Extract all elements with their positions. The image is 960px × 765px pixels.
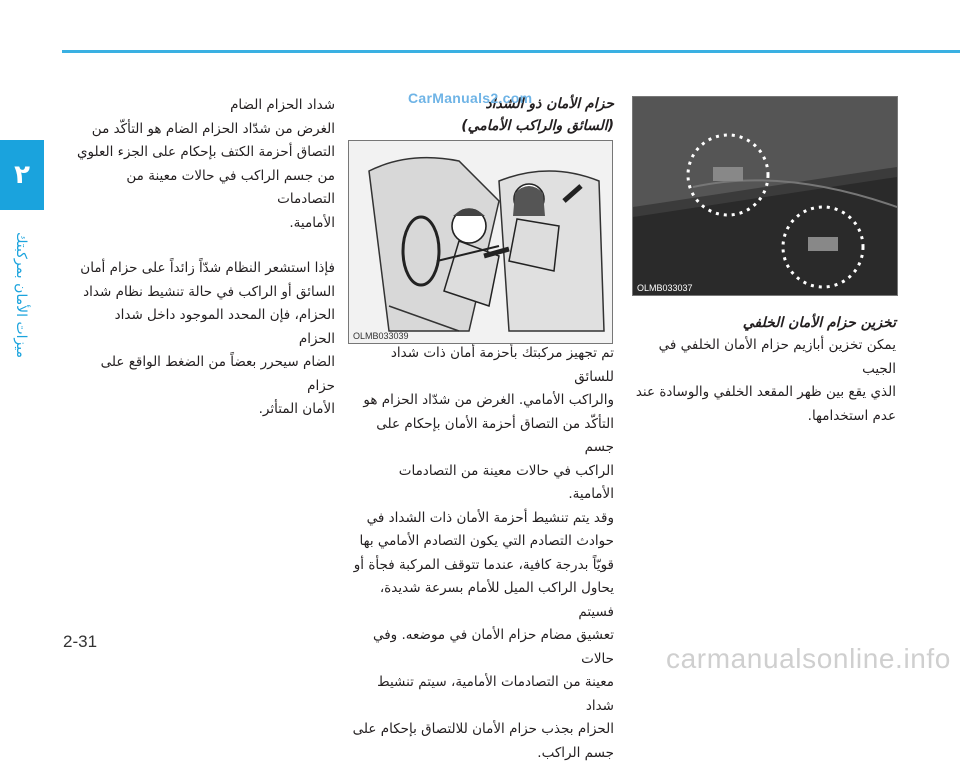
pretensioner-body: تم تجهيز مركبتك بأحزمة أمان ذات شداد للسائق والراكب الأمامي. الغرض من شدّاد الحزام هو التأكّد من التصاق أحزمة الأمان بإحكام على جسم الراكب في حالات معينة من التصادمات الأمامية. وقد يتم تنشيط أحزمة الأمان ذات الشداد في حوادث التصادم التي يكون التصادم الأمامي بها قويّاً بدرجة كافية، عندما تتوقف المركبة فجأة أو يحاول الراكب الميل للأمام بسرعة شديدة، فسيتم تعشيق مضام حزام الأمان في موضعه. وفي حالات معينة من التصادمات الأمامية، سيتم تنشيط شداد الحزام بجذب حزام الأمان للالتصاق بإحكام على جسم الراكب. <box>352 345 614 761</box>
header-rule <box>62 50 960 53</box>
belt-load-limiter-paragraph: شداد الحزام الضام الغرض من شدّاد الحزام الضام هو التأكّد من التصاق أحزمة الكتف بإحكام على الجزء العلوي من جسم الراكب في حالات معينة من التصادمات الأمامية. <box>76 97 335 231</box>
page-number: 2-31 <box>63 632 98 651</box>
heading-line-1: حزام الأمان ذو الشداد <box>485 96 614 112</box>
figure-code: OLMB033037 <box>637 283 693 293</box>
pretensioner-illustration <box>348 140 613 344</box>
rear-belt-storage-body: يمكن تخزين أبازيم حزام الأمان الخلفي في الجيب الذي يقع بين ظهر المقعد الخلفي والوسادة عند عدم استخدامها. <box>635 337 896 424</box>
rear-seat-buckle-drawing <box>633 97 897 295</box>
chapter-number: ٢ <box>14 160 30 190</box>
carmanuals-watermark: CarManuals2.com <box>408 90 533 106</box>
column-right-text <box>75 94 335 422</box>
heading-line-2: (السائق والراكب الأمامي) <box>461 118 614 134</box>
footer-watermark: carmanualsonline.info <box>666 643 951 674</box>
chapter-title: ميزات الأمان بمركبتك <box>13 232 29 358</box>
rear-belt-storage-heading: تخزين حزام الأمان الخلفي <box>742 315 896 331</box>
column-left-text <box>630 312 896 428</box>
figure-code: OLMB033039 <box>353 331 409 341</box>
load-limiter-paragraph: فإذا استشعر النظام شدّاً زائداً على حزام أمان السائق أو الراكب في حالة تنشيط نظام شداد الحزام، فإن المحدد الموجود داخل شداد الحزام الضام سيحرر بعضاً من الضغط الواقع على حزام الأمان المتأثر. <box>80 260 335 417</box>
occupants-seatbelt-drawing <box>349 141 612 343</box>
chapter-tab <box>0 140 44 210</box>
rear-buckle-photo <box>632 96 898 296</box>
